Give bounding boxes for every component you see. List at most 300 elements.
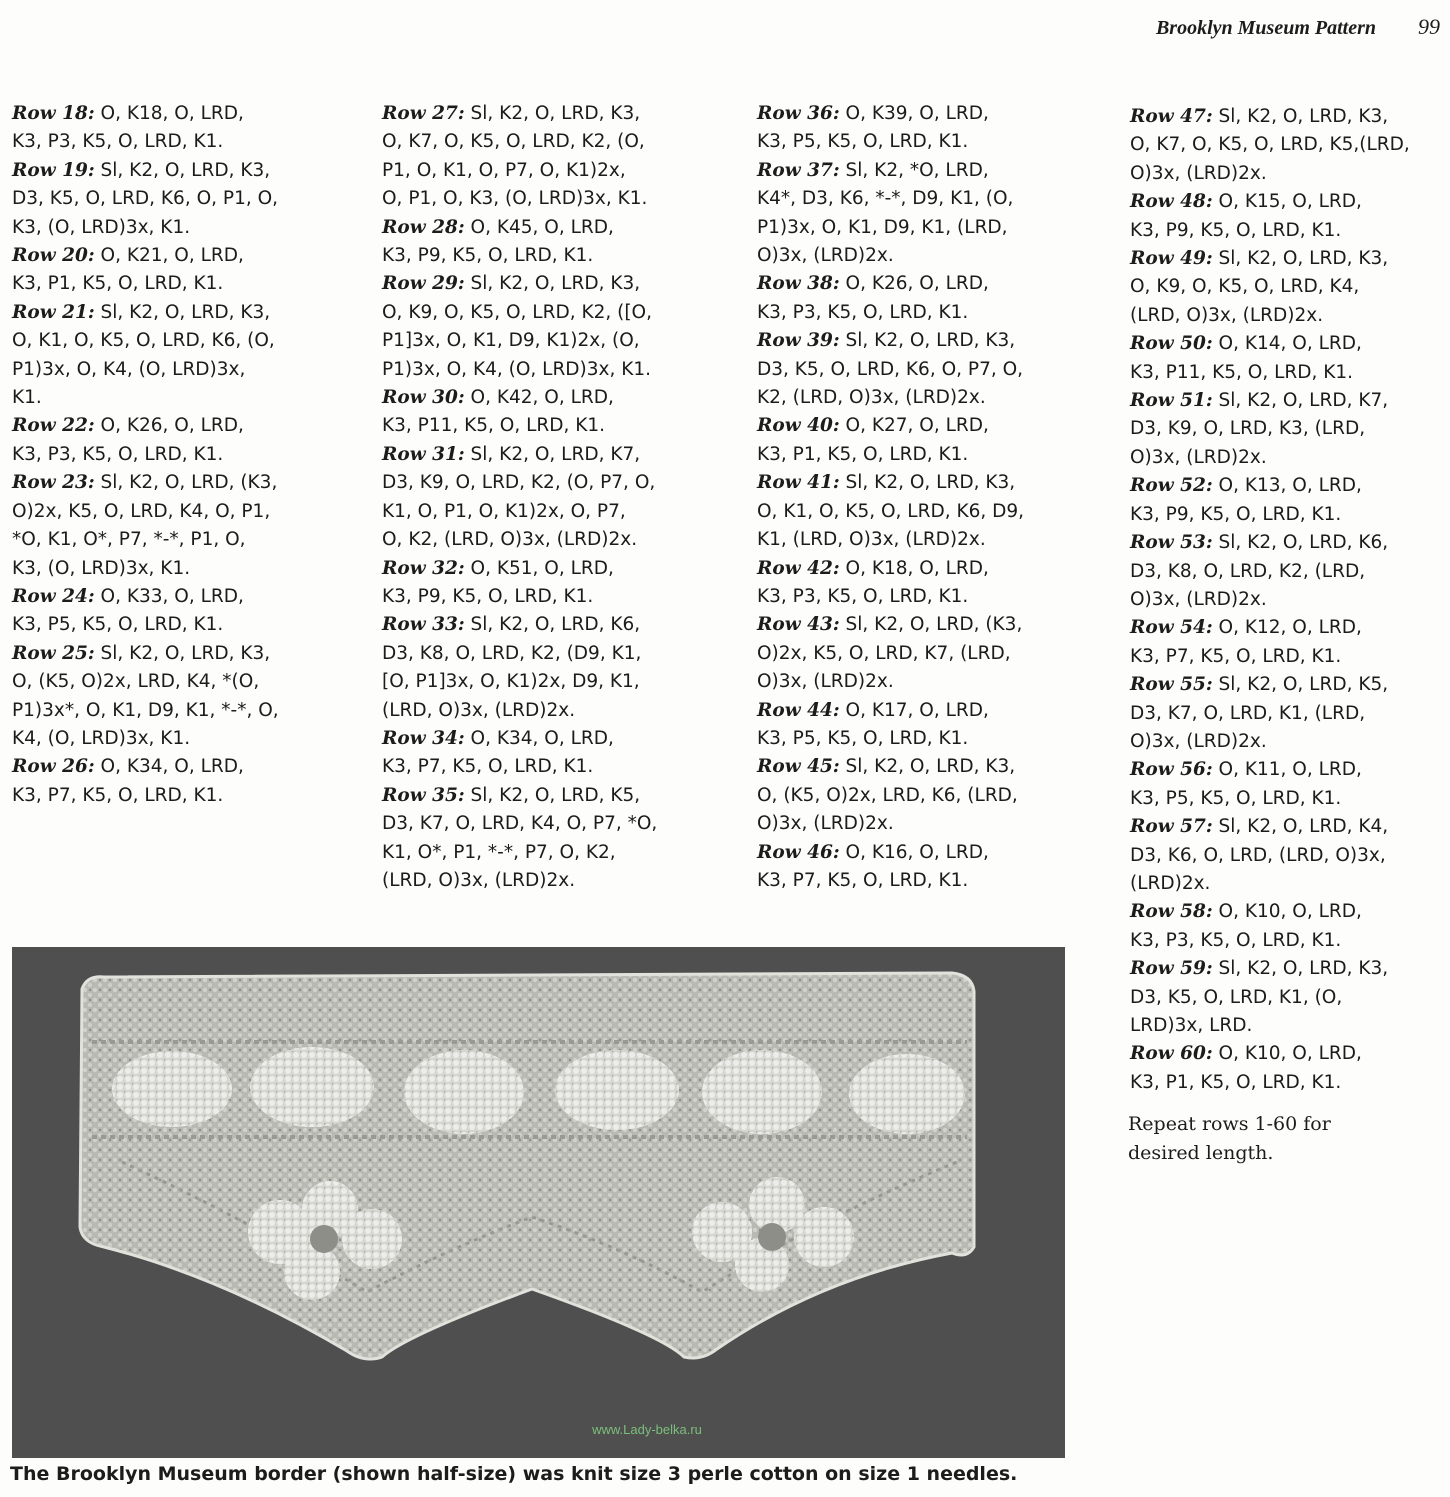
row-instruction: [12, 412, 279, 469]
instruction-line: [1130, 330, 1410, 358]
row-text: P1)3x, O, K4, (O, LRD)3x, K1.: [382, 358, 652, 380]
row-instruction: [382, 725, 657, 782]
row-instruction: [757, 270, 1024, 327]
instruction-line: [12, 327, 279, 355]
instruction-line: [1130, 728, 1410, 756]
instruction-line: [1130, 700, 1410, 728]
row-text: O)3x, (LRD)2x.: [1130, 730, 1267, 752]
row-text: D3, K5, O, LRD, K6, O, P1, O,: [12, 188, 279, 210]
row-instruction: [757, 611, 1024, 696]
row-instruction: [382, 214, 657, 271]
row-instruction: [12, 157, 279, 242]
row-text: (LRD, O)3x, (LRD)2x.: [1130, 304, 1324, 326]
row-text: P1)3x*, O, K1, D9, K1, *-*, O,: [12, 699, 279, 721]
row-text: O, K7, O, K5, O, LRD, K5,(LRD,: [1130, 134, 1410, 156]
instruction-line: [382, 526, 657, 554]
instruction-line: [1130, 1012, 1410, 1040]
row-text: P1)3x, O, K4, (O, LRD)3x,: [12, 358, 246, 380]
pattern-column-3: [757, 100, 1024, 895]
instruction-line: [1130, 472, 1410, 500]
instruction-line: [757, 640, 1024, 668]
instruction-line: [1130, 558, 1410, 586]
row-label: Row 21:: [12, 301, 95, 323]
row-instruction: [1130, 955, 1410, 1040]
instruction-line: [382, 327, 657, 355]
instruction-line: [12, 611, 279, 639]
row-text: K4*, D3, K6, *-*, D9, K1, (O,: [757, 188, 1014, 210]
row-label: Row 56:: [1130, 759, 1213, 781]
instruction-line: [12, 725, 279, 753]
row-label: Row 48:: [1130, 191, 1213, 213]
instruction-line: [1130, 444, 1410, 472]
row-text: Sl, K2, O, LRD, K3,: [464, 103, 641, 124]
row-text: O, K15, O, LRD,: [1212, 191, 1362, 213]
instruction-line: [1130, 529, 1410, 557]
instruction-line: [382, 668, 657, 696]
row-label: Row 43:: [757, 614, 840, 636]
row-text: K3, P7, K5, O, LRD, K1.: [757, 869, 969, 891]
instruction-line: [382, 384, 657, 412]
row-text: K4, (O, LRD)3x, K1.: [12, 727, 191, 749]
row-text: D3, K5, O, LRD, K1, (O,: [1130, 986, 1343, 1008]
row-instruction: [1130, 529, 1410, 614]
instruction-line: [1130, 188, 1410, 216]
row-text: O)2x, K5, O, LRD, K7, (LRD,: [757, 642, 1011, 664]
row-label: Row 49:: [1130, 248, 1213, 270]
instruction-line: [1130, 160, 1410, 188]
row-label: Row 20:: [12, 245, 95, 267]
instruction-line: [382, 697, 657, 725]
row-instruction: [12, 583, 279, 640]
row-text: K3, P7, K5, O, LRD, K1.: [1130, 645, 1342, 667]
row-label: Row 32:: [382, 557, 465, 579]
instruction-line: [1130, 245, 1410, 273]
row-text: Sl, K2, O, LRD, K3,: [839, 756, 1016, 778]
row-text: O, K9, O, K5, O, LRD, K2, ([O,: [382, 301, 653, 323]
row-label: Row 46:: [757, 841, 840, 863]
instruction-line: [1130, 614, 1410, 642]
header-title: Brooklyn Museum Pattern: [1155, 17, 1376, 39]
row-text: Sl, K2, O, LRD, K3,: [1212, 248, 1389, 270]
photo-watermark: www.Lady-belka.ru: [592, 1422, 702, 1437]
row-label: Row 31:: [382, 443, 465, 465]
row-text: K3, P3, K5, O, LRD, K1.: [12, 443, 224, 465]
pattern-column-2: [382, 100, 657, 895]
row-text: Sl, K2, O, LRD, K6,: [1212, 532, 1389, 554]
row-text: P1)3x, O, K1, D9, K1, (LRD,: [757, 216, 1008, 238]
instruction-line: [1130, 586, 1410, 614]
instruction-line: [1130, 217, 1410, 245]
instruction-line: [757, 611, 1024, 639]
row-text: D3, K7, O, LRD, K1, (LRD,: [1130, 702, 1366, 724]
instruction-line: [1130, 984, 1410, 1012]
row-label: Row 39:: [757, 330, 840, 352]
row-text: O)3x, (LRD)2x.: [1130, 588, 1267, 610]
row-text: Sl, K2, O, LRD, (K3,: [839, 614, 1023, 636]
instruction-line: [1130, 103, 1410, 131]
instruction-line: [12, 242, 279, 270]
row-instruction: [1130, 472, 1410, 529]
instruction-line: [12, 469, 279, 497]
instruction-line: [12, 668, 279, 696]
row-instruction: [1130, 188, 1410, 245]
row-label: Row 19:: [12, 159, 95, 181]
row-label: Row 23:: [12, 472, 95, 494]
instruction-line: [12, 299, 279, 327]
row-text: (LRD)2x.: [1130, 872, 1211, 894]
row-text: K2, (LRD, O)3x, (LRD)2x.: [757, 387, 986, 409]
row-text: O, K10, O, LRD,: [1212, 901, 1362, 923]
row-text: O, K45, O, LRD,: [464, 216, 614, 238]
instruction-line: [757, 327, 1024, 355]
instruction-line: [757, 128, 1024, 156]
row-text: O, K13, O, LRD,: [1212, 475, 1362, 497]
row-text: O, K1, O, K5, O, LRD, K6, D9,: [757, 500, 1025, 522]
instruction-line: [1130, 842, 1410, 870]
row-text: Sl, K2, O, LRD, K5,: [1212, 674, 1389, 696]
row-text: O, K18, O, LRD,: [94, 103, 244, 124]
instruction-line: [757, 725, 1024, 753]
instruction-line: [12, 555, 279, 583]
row-text: K3, (O, LRD)3x, K1.: [12, 557, 191, 579]
instruction-line: [12, 526, 279, 554]
row-text: K3, P3, K5, O, LRD, K1.: [757, 585, 969, 607]
instruction-line: [1130, 955, 1410, 983]
row-label: Row 30:: [382, 387, 465, 409]
row-text: K1, O, P1, O, K1)2x, O, P7,: [382, 500, 626, 522]
row-text: D3, K6, O, LRD, (LRD, O)3x,: [1130, 844, 1386, 866]
instruction-line: [757, 214, 1024, 242]
instruction-line: [12, 583, 279, 611]
row-instruction: [12, 469, 279, 583]
row-text: K3, P11, K5, O, LRD, K1.: [1130, 361, 1354, 383]
row-label: Row 55:: [1130, 674, 1213, 696]
instruction-line: [12, 270, 279, 298]
row-label: Row 44:: [757, 699, 840, 721]
row-instruction: [757, 412, 1024, 469]
row-instruction: [757, 157, 1024, 271]
instruction-line: [12, 640, 279, 668]
row-text: K3, P3, K5, O, LRD, K1.: [1130, 929, 1342, 951]
instruction-line: [12, 753, 279, 781]
row-instruction: [12, 242, 279, 299]
row-label: Row 26:: [12, 756, 95, 778]
instruction-line: [757, 498, 1024, 526]
row-text: O, K34, O, LRD,: [464, 727, 614, 749]
row-text: K3, P7, K5, O, LRD, K1.: [382, 756, 594, 778]
instruction-line: [12, 157, 279, 185]
row-text: O)2x, K5, O, LRD, K4, O, P1,: [12, 500, 271, 522]
row-text: O, K33, O, LRD,: [94, 585, 244, 607]
row-label: Row 53:: [1130, 532, 1213, 554]
running-header: [1156, 14, 1440, 40]
repeat-note-line: desired length.: [1128, 1142, 1274, 1164]
row-label: Row 59:: [1130, 958, 1213, 980]
row-label: Row 18:: [12, 103, 95, 124]
row-label: Row 52:: [1130, 475, 1213, 497]
row-text: K3, P3, K5, O, LRD, K1.: [757, 301, 969, 323]
row-label: Row 38:: [757, 273, 840, 295]
row-text: K3, P5, K5, O, LRD, K1.: [12, 614, 224, 636]
row-text: Sl, K2, O, LRD, K5,: [464, 784, 641, 806]
row-label: Row 45:: [757, 756, 840, 778]
instruction-line: [382, 157, 657, 185]
row-text: (LRD, O)3x, (LRD)2x.: [382, 699, 576, 721]
instruction-line: [757, 356, 1024, 384]
row-text: Sl, K2, O, LRD, K3,: [94, 159, 271, 181]
knitted-border-swatch: [80, 973, 974, 1359]
instruction-line: [12, 356, 279, 384]
instruction-line: [1130, 302, 1410, 330]
row-text: LRD)3x, LRD.: [1130, 1015, 1253, 1036]
row-text: O)3x, (LRD)2x.: [757, 813, 894, 835]
repeat-note: [1128, 1110, 1331, 1168]
knit-border-photo: [12, 947, 1065, 1458]
row-instruction: [757, 697, 1024, 754]
row-label: Row 34:: [382, 727, 465, 749]
row-text: O, (K5, O)2x, LRD, K4, *(O,: [12, 671, 260, 693]
row-text: K3, P11, K5, O, LRD, K1.: [382, 415, 606, 437]
row-text: O)3x, (LRD)2x.: [1130, 446, 1267, 468]
row-text: D3, K9, O, LRD, K3, (LRD,: [1130, 418, 1366, 440]
row-text: P1]3x, O, K1, D9, K1)2x, (O,: [382, 330, 640, 352]
row-text: O, K17, O, LRD,: [839, 699, 989, 721]
row-text: Sl, K2, O, LRD, K3,: [839, 472, 1016, 494]
row-text: K3, P1, K5, O, LRD, K1.: [12, 273, 224, 295]
instruction-line: [1130, 643, 1410, 671]
instruction-line: [757, 299, 1024, 327]
instruction-line: [382, 640, 657, 668]
row-instruction: [1130, 756, 1410, 813]
knit-border-image: [12, 947, 1065, 1458]
row-text: O, K27, O, LRD,: [839, 415, 989, 437]
row-text: P1, O, K1, O, P7, O, K1)2x,: [382, 159, 626, 181]
instruction-line: [382, 242, 657, 270]
row-text: K3, P3, K5, O, LRD, K1.: [12, 131, 224, 153]
row-text: Sl, K2, O, LRD, K7,: [1212, 390, 1389, 412]
instruction-line: [757, 782, 1024, 810]
instruction-line: [382, 782, 657, 810]
instruction-line: [757, 242, 1024, 270]
instruction-line: [382, 441, 657, 469]
row-text: O, K39, O, LRD,: [839, 103, 989, 124]
row-text: Sl, K2, O, LRD, (K3,: [94, 472, 278, 494]
row-text: Sl, K2, O, LRD, K6,: [464, 614, 641, 636]
row-text: K3, P5, K5, O, LRD, K1.: [1130, 787, 1342, 809]
row-text: O, K21, O, LRD,: [94, 245, 244, 267]
row-text: Sl, K2, O, LRD, K4,: [1212, 816, 1389, 838]
instruction-line: [757, 157, 1024, 185]
row-text: K3, P9, K5, O, LRD, K1.: [382, 245, 594, 267]
page-number: 99: [1418, 14, 1440, 39]
instruction-line: [757, 441, 1024, 469]
row-label: Row 29:: [382, 273, 465, 295]
pattern-column-4: [1130, 103, 1410, 1097]
instruction-line: [382, 725, 657, 753]
row-instruction: [757, 469, 1024, 554]
instruction-line: [1130, 1069, 1410, 1097]
row-instruction: [382, 441, 657, 555]
pattern-column-1: [12, 100, 279, 810]
row-text: K3, (O, LRD)3x, K1.: [12, 216, 191, 238]
row-text: O, K11, O, LRD,: [1212, 759, 1362, 781]
row-instruction: [757, 100, 1024, 157]
instruction-line: [382, 128, 657, 156]
row-text: O, P1, O, K3, (O, LRD)3x, K1.: [382, 188, 648, 210]
row-text: Sl, K2, O, LRD, K3,: [1212, 106, 1389, 127]
instruction-line: [757, 697, 1024, 725]
instruction-line: [12, 128, 279, 156]
row-text: O, K26, O, LRD,: [94, 415, 244, 437]
instruction-line: [1130, 1040, 1410, 1068]
row-instruction: [1130, 330, 1410, 387]
row-text: D3, K5, O, LRD, K6, O, P7, O,: [757, 358, 1024, 380]
row-text: D3, K9, O, LRD, K2, (O, P7, O,: [382, 472, 656, 494]
row-text: O)3x, (LRD)2x.: [757, 245, 894, 267]
instruction-line: [382, 412, 657, 440]
row-label: Row 27:: [382, 103, 465, 124]
row-text: *O, K1, O*, P7, *-*, P1, O,: [12, 529, 246, 551]
row-text: O, K16, O, LRD,: [839, 841, 989, 863]
row-instruction: [12, 753, 279, 810]
row-text: K3, P9, K5, O, LRD, K1.: [1130, 503, 1342, 525]
instruction-line: [1130, 359, 1410, 387]
instruction-line: [757, 810, 1024, 838]
row-label: Row 51:: [1130, 390, 1213, 412]
row-text: O, K7, O, K5, O, LRD, K2, (O,: [382, 131, 645, 153]
instruction-line: [1130, 415, 1410, 443]
instruction-line: [12, 697, 279, 725]
row-label: Row 28:: [382, 216, 465, 238]
row-label: Row 40:: [757, 415, 840, 437]
row-label: Row 36:: [757, 103, 840, 124]
row-text: D3, K7, O, LRD, K4, O, P7, *O,: [382, 813, 658, 835]
row-text: O)3x, (LRD)2x.: [757, 671, 894, 693]
photo-caption: The Brooklyn Museum border (shown half-size) was knit size 3 perle cotton on size 1 needles.: [10, 1463, 1018, 1485]
row-instruction: [382, 782, 657, 896]
row-label: Row 33:: [382, 614, 465, 636]
instruction-line: [1130, 131, 1410, 159]
row-text: O, K42, O, LRD,: [464, 387, 614, 409]
row-label: Row 60:: [1130, 1043, 1213, 1065]
row-instruction: [757, 327, 1024, 412]
instruction-line: [12, 412, 279, 440]
row-instruction: [757, 555, 1024, 612]
row-text: K3, P9, K5, O, LRD, K1.: [1130, 219, 1342, 241]
instruction-line: [757, 185, 1024, 213]
row-text: Sl, K2, O, LRD, K3,: [464, 273, 641, 295]
row-text: O, K14, O, LRD,: [1212, 333, 1362, 355]
instruction-line: [1130, 813, 1410, 841]
row-text: Sl, K2, O, LRD, K3,: [839, 330, 1016, 352]
row-label: Row 54:: [1130, 617, 1213, 639]
row-text: Sl, K2, *O, LRD,: [839, 159, 989, 181]
row-text: Sl, K2, O, LRD, K7,: [464, 443, 641, 465]
instruction-line: [382, 810, 657, 838]
instruction-line: [757, 668, 1024, 696]
instruction-line: [12, 214, 279, 242]
row-label: Row 37:: [757, 159, 840, 181]
instruction-line: [1130, 756, 1410, 784]
instruction-line: [1130, 785, 1410, 813]
row-instruction: [382, 100, 657, 214]
row-instruction: [382, 270, 657, 384]
instruction-line: [12, 782, 279, 810]
instruction-line: [757, 555, 1024, 583]
instruction-line: [382, 185, 657, 213]
row-text: O)3x, (LRD)2x.: [1130, 162, 1267, 184]
instruction-line: [1130, 501, 1410, 529]
row-text: O, K1, O, K5, O, LRD, K6, (O,: [12, 330, 275, 352]
instruction-line: [382, 753, 657, 781]
instruction-line: [1130, 927, 1410, 955]
row-label: Row 25:: [12, 642, 95, 664]
row-text: O, K51, O, LRD,: [464, 557, 614, 579]
row-label: Row 22:: [12, 415, 95, 437]
instruction-line: [757, 839, 1024, 867]
instruction-line: [382, 270, 657, 298]
row-text: Sl, K2, O, LRD, K3,: [1212, 958, 1389, 980]
instruction-line: [12, 185, 279, 213]
instruction-line: [382, 100, 657, 128]
row-instruction: [1130, 103, 1410, 188]
row-instruction: [382, 384, 657, 441]
row-instruction: [757, 753, 1024, 838]
row-label: Row 35:: [382, 784, 465, 806]
row-text: [O, P1]3x, O, K1)2x, D9, K1,: [382, 671, 640, 693]
row-label: Row 42:: [757, 557, 840, 579]
row-text: O, K2, (LRD, O)3x, (LRD)2x.: [382, 529, 638, 551]
instruction-line: [757, 867, 1024, 895]
instruction-line: [382, 214, 657, 242]
instruction-line: [757, 100, 1024, 128]
row-text: O, (K5, O)2x, LRD, K6, (LRD,: [757, 784, 1018, 806]
instruction-line: [12, 498, 279, 526]
instruction-line: [382, 469, 657, 497]
row-instruction: [1130, 671, 1410, 756]
row-text: (LRD, O)3x, (LRD)2x.: [382, 869, 576, 891]
instruction-line: [382, 356, 657, 384]
row-label: Row 50:: [1130, 333, 1213, 355]
row-text: Sl, K2, O, LRD, K3,: [94, 642, 271, 664]
row-text: D3, K8, O, LRD, K2, (D9, K1,: [382, 642, 642, 664]
instruction-line: [12, 441, 279, 469]
row-label: Row 58:: [1130, 901, 1213, 923]
instruction-line: [382, 839, 657, 867]
row-text: O, K34, O, LRD,: [94, 756, 244, 778]
row-instruction: [12, 299, 279, 413]
instruction-line: [382, 611, 657, 639]
row-text: O, K12, O, LRD,: [1212, 617, 1362, 639]
row-label: Row 41:: [757, 472, 840, 494]
row-text: K3, P5, K5, O, LRD, K1.: [757, 727, 969, 749]
row-text: O, K26, O, LRD,: [839, 273, 989, 295]
row-label: Row 57:: [1130, 816, 1213, 838]
instruction-line: [382, 555, 657, 583]
row-instruction: [382, 611, 657, 725]
row-instruction: [1130, 898, 1410, 955]
instruction-line: [757, 412, 1024, 440]
instruction-line: [757, 270, 1024, 298]
row-text: K3, P9, K5, O, LRD, K1.: [382, 585, 594, 607]
instruction-line: [757, 753, 1024, 781]
row-instruction: [1130, 245, 1410, 330]
instruction-line: [382, 299, 657, 327]
row-text: O, K10, O, LRD,: [1212, 1043, 1362, 1065]
row-text: D3, K8, O, LRD, K2, (LRD,: [1130, 560, 1366, 582]
instruction-line: [12, 384, 279, 412]
row-label: Row 24:: [12, 585, 95, 607]
